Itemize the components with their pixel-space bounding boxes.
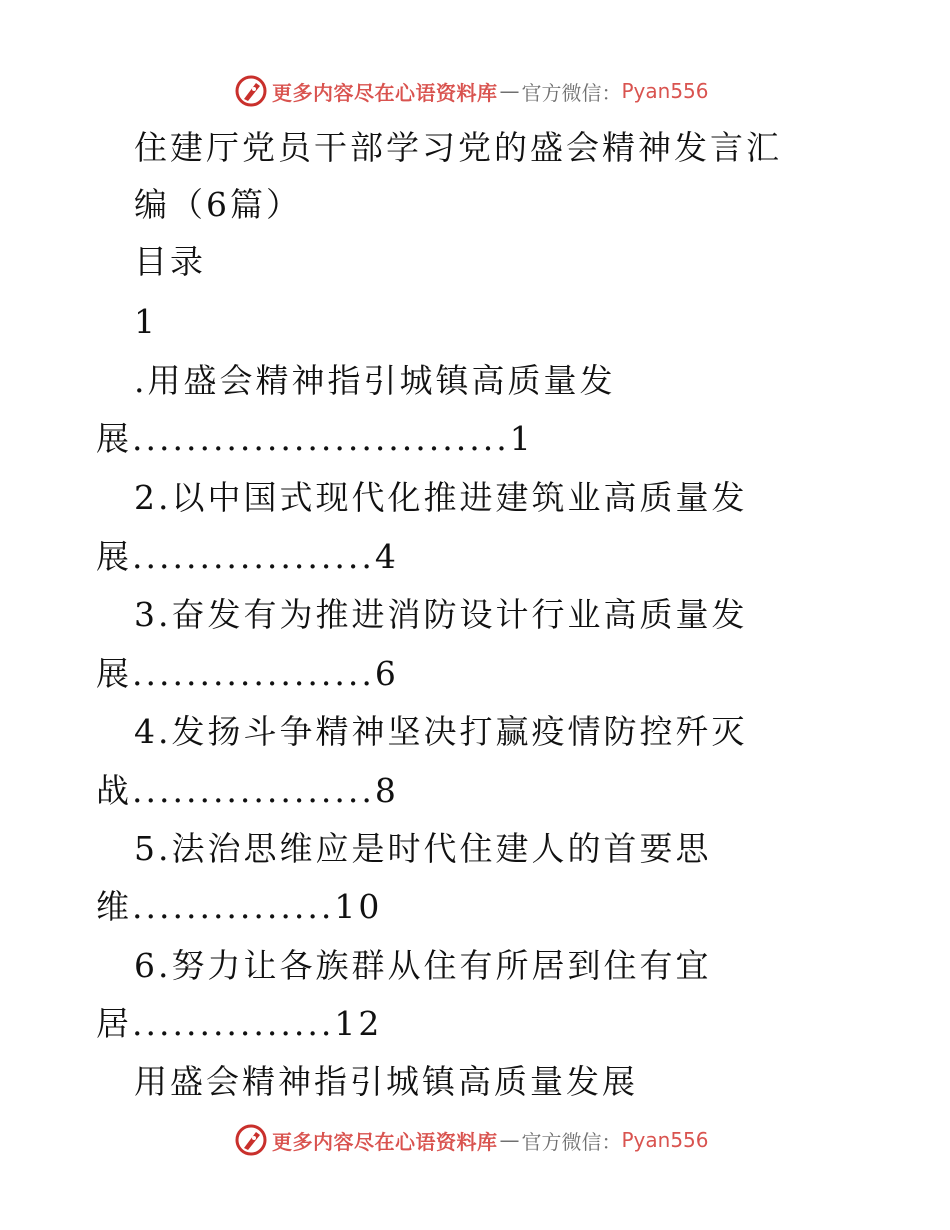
section-heading: 用盛会精神指引城镇高质量发展 [134,1062,638,1101]
watermark-text: 更多内容尽在心语资料库 [272,1129,498,1154]
watermark-wechat-id: Pyan556 [621,1128,709,1152]
toc-item-1-page: 展............................1 [96,419,534,458]
pen-nib-logo-icon [234,1123,268,1157]
toc-item-4-title: 4.发扬斗争精神坚决打赢疫情防控歼灭 [134,712,748,751]
toc-item-2-page: 展..................4 [96,537,399,576]
toc-item-6-title: 6.努力让各族群从住有所居到住有宜 [134,946,712,985]
watermark-label: 官方微信： [521,80,622,105]
toc-item-6-page: 居...............12 [96,1004,383,1043]
watermark-label: 官方微信： [521,1129,622,1154]
toc-item-2-title: 2.以中国式现代化推进建筑业高质量发 [134,478,748,517]
toc-heading: 目录 [134,242,206,281]
toc-item-3-page: 展..................6 [96,654,399,693]
toc-item-3-title: 3.奋发有为推进消防设计行业高质量发 [134,595,748,634]
toc-item-1-number: 1 [134,302,158,341]
header-watermark [234,71,709,111]
watermark-separator: — [499,1128,520,1152]
pen-nib-logo-icon [234,74,268,108]
watermark-separator: — [499,79,520,103]
document-title-line-2: 编（6篇） [134,185,302,224]
footer-watermark [234,1120,709,1160]
document-title-line-1: 住建厅党员干部学习党的盛会精神发言汇 [134,128,782,167]
toc-item-1-title: .用盛会精神指引城镇高质量发 [134,361,616,400]
toc-item-5-page: 维...............10 [96,887,383,926]
watermark-wechat-id: Pyan556 [621,79,709,103]
watermark-text: 更多内容尽在心语资料库 [272,80,498,105]
toc-item-5-title: 5.法治思维应是时代住建人的首要思 [134,829,712,868]
toc-item-4-page: 战..................8 [96,771,399,810]
